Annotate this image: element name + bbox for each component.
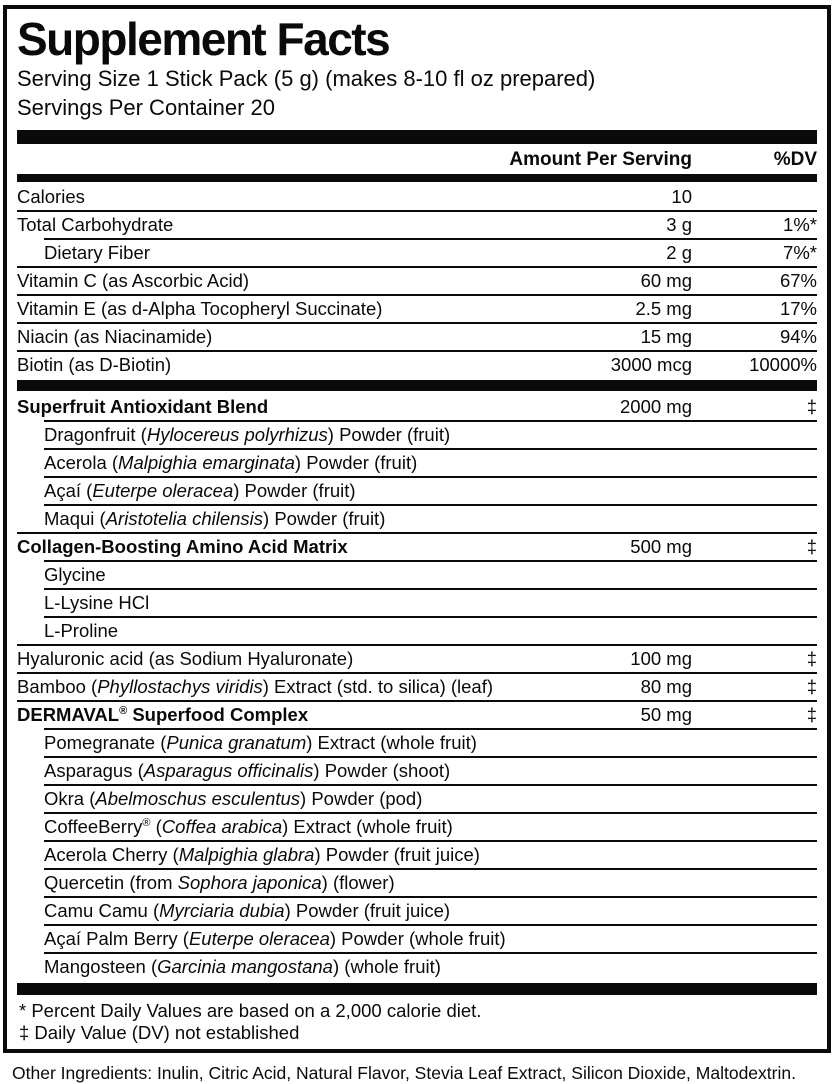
daily-value: 7%* — [783, 242, 817, 263]
table-row — [17, 588, 817, 616]
ingredient-name: Maqui (Aristotelia chilensis) Powder (fruit) — [44, 508, 386, 529]
amount-value: 3000 mcg — [610, 354, 692, 375]
table-row — [17, 840, 817, 868]
ingredient-name: L-Proline — [44, 620, 119, 641]
table-row — [17, 476, 817, 504]
ingredient-name: Vitamin C (as Ascorbic Acid) — [17, 270, 250, 291]
daily-value: ‡ — [806, 676, 817, 697]
top-divider-bar — [17, 130, 817, 144]
amount-value: 2.5 mg — [635, 298, 692, 319]
header-divider-bar — [17, 174, 817, 182]
ingredient-name: Pomegranate (Punica granatum) Extract (whole fruit) — [44, 732, 477, 753]
servings-per-container-line: Servings Per Container 20 — [17, 94, 276, 120]
daily-value: ‡ — [806, 396, 817, 417]
amount-value: 500 mg — [630, 536, 692, 557]
ingredient-name: Açaí (Euterpe oleracea) Powder (fruit) — [44, 480, 356, 501]
footnote-divider-bar — [17, 983, 817, 995]
daily-value: 17% — [779, 298, 817, 319]
daily-value: ‡ — [806, 648, 817, 669]
ingredient-name: Calories — [17, 186, 85, 207]
ingredient-name: Acerola (Malpighia emarginata) Powder (fruit) — [44, 452, 418, 473]
table-header-row — [17, 144, 817, 172]
ingredient-name: Dietary Fiber — [44, 242, 150, 263]
table-row — [17, 294, 817, 322]
supplement-facts-panel — [3, 5, 831, 1053]
ingredient-name: Bamboo (Phyllostachys viridis) Extract (std. to silica) (leaf) — [17, 676, 494, 697]
ingredient-name: Camu Camu (Myrciaria dubia) Powder (fruit juice) — [44, 900, 451, 921]
ingredient-name: Vitamin E (as d-Alpha Tocopheryl Succinate) — [17, 298, 383, 319]
table-row — [17, 182, 817, 210]
amount-value: 100 mg — [630, 648, 692, 669]
ingredient-name: Quercetin (from Sophora japonica) (flower) — [44, 872, 395, 893]
table-row — [17, 616, 817, 644]
ingredient-name: Okra (Abelmoschus esculentus) Powder (pod) — [44, 788, 423, 809]
daily-value: 67% — [779, 270, 817, 291]
table-row — [17, 784, 817, 812]
table-row — [17, 700, 817, 728]
ingredient-name: Asparagus (Asparagus officinalis) Powder (shoot) — [44, 760, 451, 781]
amount-value: 3 g — [666, 214, 692, 235]
table-row — [17, 952, 817, 980]
panel-title: Supplement Facts — [17, 13, 390, 65]
amount-value: 50 mg — [640, 704, 692, 725]
ingredient-name: Dragonfruit (Hylocereus polyrhizus) Powder (fruit) — [44, 424, 451, 445]
table-row — [17, 322, 817, 350]
table-row — [17, 448, 817, 476]
serving-size-line: Serving Size 1 Stick Pack (5 g) (makes 8-10 fl oz prepared) — [17, 66, 596, 91]
ingredient-name: Total Carbohydrate — [17, 214, 174, 235]
table-row — [17, 756, 817, 784]
table-row — [17, 210, 817, 238]
ingredient-name: Superfruit Antioxidant Blend — [17, 396, 269, 417]
table-row — [17, 644, 817, 672]
daily-value: 1%* — [783, 214, 817, 235]
facts-rows — [17, 182, 817, 980]
ingredient-name: Acerola Cherry (Malpighia glabra) Powder (fruit juice) — [44, 844, 480, 865]
table-row — [17, 392, 817, 420]
footnote-percent-dv: * Percent Daily Values are based on a 2,000 calorie diet. — [19, 1000, 482, 1021]
footnotes — [17, 995, 817, 1045]
ingredient-name: DERMAVAL® Superfood Complex — [17, 704, 309, 725]
ingredient-name: Mangosteen (Garcinia mangostana) (whole fruit) — [44, 956, 441, 977]
ingredient-name: Collagen-Boosting Amino Acid Matrix — [17, 536, 348, 557]
amount-per-serving-header: Amount Per Serving — [509, 149, 692, 170]
other-ingredients-line: Other Ingredients: Inulin, Citric Acid, Natural Flavor, Stevia Leaf Extract, Silicon Dioxide, Maltodextrin. — [12, 1063, 796, 1083]
ingredient-name: L-Lysine HCl — [44, 592, 150, 613]
ingredient-name: Açaí Palm Berry (Euterpe oleracea) Powder (whole fruit) — [44, 928, 506, 949]
ingredient-name: Biotin (as D-Biotin) — [17, 354, 172, 375]
amount-value: 80 mg — [640, 676, 692, 697]
amount-value: 2 g — [666, 242, 692, 263]
table-row — [17, 896, 817, 924]
table-row — [17, 812, 817, 840]
amount-value: 15 mg — [640, 326, 692, 347]
table-row — [17, 924, 817, 952]
daily-value: 10000% — [749, 354, 817, 375]
ingredient-name: CoffeeBerry® (Coffea arabica) Extract (whole fruit) — [44, 816, 453, 837]
daily-value: ‡ — [806, 704, 817, 725]
amount-value: 60 mg — [640, 270, 692, 291]
table-row — [17, 420, 817, 448]
ingredient-name: Glycine — [44, 564, 106, 585]
ingredient-name: Niacin (as Niacinamide) — [17, 326, 213, 347]
table-row — [17, 868, 817, 896]
table-row — [17, 238, 817, 266]
table-row — [17, 672, 817, 700]
table-row — [17, 266, 817, 294]
table-row — [17, 532, 817, 560]
daily-value: ‡ — [806, 536, 817, 557]
amount-value: 10 — [671, 186, 692, 207]
daily-value: 94% — [779, 326, 817, 347]
section-divider-bar — [17, 380, 817, 391]
percent-dv-header: %DV — [773, 149, 817, 170]
table-row — [17, 504, 817, 532]
ingredient-name: Hyaluronic acid (as Sodium Hyaluronate) — [17, 648, 354, 669]
amount-value: 2000 mg — [620, 396, 692, 417]
table-row — [17, 728, 817, 756]
footnote-dv-not-established: ‡ Daily Value (DV) not established — [19, 1021, 300, 1043]
table-row — [17, 560, 817, 588]
table-row — [17, 350, 817, 378]
